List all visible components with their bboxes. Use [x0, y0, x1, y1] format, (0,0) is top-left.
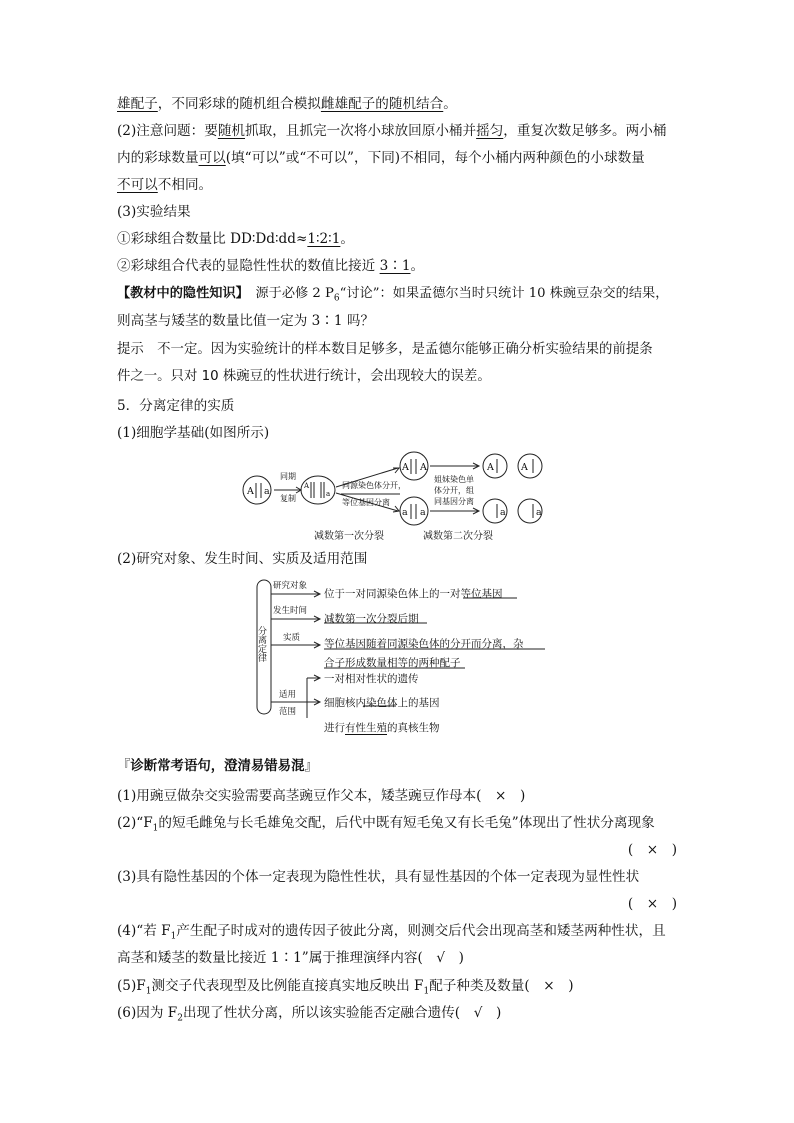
- svg-text:A: A: [402, 462, 409, 473]
- svg-text:范围: 范围: [279, 707, 297, 717]
- svg-text:A: A: [304, 482, 310, 490]
- svg-text:同期: 同期: [280, 472, 296, 481]
- svg-text:同基因分离: 同基因分离: [434, 497, 474, 506]
- svg-text:A: A: [487, 462, 494, 473]
- svg-text:a: a: [500, 507, 506, 518]
- svg-text:合子形成数量相等的两种配子: 合子形成数量相等的两种配子: [324, 657, 461, 669]
- text-line: ②彩球组合代表的显隐性性状的数值比接近 3∶1。: [117, 258, 425, 274]
- svg-text:减数第一次分裂后期: 减数第一次分裂后期: [324, 613, 419, 625]
- question-line: (1)用豌豆做杂交实验需要高茎豌豆作父本，矮茎豌豆作母本( × ): [117, 788, 526, 804]
- answer-text: 1∶2∶1: [307, 231, 341, 247]
- svg-text:发生时间: 发生时间: [273, 606, 308, 616]
- answer-text: 可以: [198, 150, 226, 166]
- svg-text:一对相对性状的遗传: 一对相对性状的遗传: [324, 673, 419, 685]
- answer-text: 摇匀: [476, 123, 504, 139]
- answer-text: 3∶1: [379, 258, 411, 274]
- hint-line: 提示 不一定。因为实验统计的样本数目足够多，是孟德尔能够正确分析实验结果的前提条: [117, 342, 653, 357]
- question-line: (6)因为 $F_2$出现了性状分离，所以该实验能否定融合遗传( √ ): [117, 1005, 502, 1024]
- svg-text:实质: 实质: [283, 633, 301, 643]
- meiosis-diagram: [238, 450, 558, 545]
- section-title: 5．分离定律的实质: [117, 398, 235, 414]
- svg-text:a: a: [326, 490, 331, 498]
- svg-text:同源染色体分开，: 同源染色体分开，: [342, 481, 406, 490]
- svg-text:分离定律: 分离定律: [256, 626, 266, 662]
- answer-mark: ( × ): [627, 842, 677, 858]
- answer-text: 随机: [217, 123, 246, 139]
- svg-text:研究对象: 研究对象: [273, 581, 308, 591]
- svg-text:a: a: [402, 507, 408, 518]
- svg-text:A: A: [247, 486, 254, 497]
- section-heading: 『诊断常考语句，澄清易错易混』: [117, 759, 318, 774]
- answer-text: 雌雄配子的随机结合: [320, 96, 444, 112]
- question-line: $(5)F_1$测交子代表现型及比例能直接真实地反映出 $F_1$配子种类及数量( × ): [117, 978, 574, 997]
- text-line: (3)实验结果: [117, 204, 191, 220]
- separation-law-diagram: [255, 578, 585, 718]
- question-line: 高茎和矮茎的数量比接近 1∶1”属于推理演绎内容( √ ): [117, 950, 464, 966]
- text-line: 不可以不相同。: [117, 177, 213, 193]
- text-line: 【教材中的隐性知识】 源于必修 2 $P_6“$讨论”：如果孟德尔当时只统计 10 株豌豆杂交的结果，: [117, 286, 669, 304]
- law-row: 进行有性生殖的真核生物: [324, 722, 440, 734]
- answer-text: 雄配子: [117, 96, 158, 112]
- hint-line: 件之一。只对 10 株豌豆的性状进行统计，会出现较大的误差。: [117, 369, 491, 384]
- question-line: (3)具有隐性基因的个体一定表现为隐性性状，具有显性基因的个体一定表现为显性性状: [117, 869, 640, 885]
- svg-text:体分开，组: 体分开，组: [434, 486, 474, 495]
- text-line: ①彩球组合数量比 DD∶Dd∶dd≈1∶2∶1。: [117, 231, 354, 247]
- svg-text:等位基因随着同源染色体的分开而分离，杂: 等位基因随着同源染色体的分开而分离，杂: [324, 638, 524, 650]
- svg-text:A: A: [420, 462, 427, 473]
- text-line: 内的彩球数量可以(填“可以”或“不可以”，下同)不相同，每个小桶内两种颜色的小球数量: [117, 150, 645, 166]
- text-line: (2)注意问题：要随机抓取，且抓完一次将小球放回原小桶并摇匀，重复次数足够多。两小桶: [117, 123, 667, 139]
- answer-mark: ( × ): [627, 896, 677, 912]
- svg-text:A: A: [521, 462, 528, 473]
- question-line: $(2)“F_1$的短毛雌兔与长毛雄兔交配，后代中既有短毛兔又有长毛兔”体现出了性状分离现象: [117, 815, 655, 834]
- text-line: 则高茎与矮茎的数量比值一定为 3∶1 吗？: [117, 313, 375, 329]
- answer-text: 不可以: [117, 177, 158, 193]
- svg-text:a: a: [264, 486, 270, 497]
- text-line: (1)细胞学基础(如图所示): [117, 425, 270, 441]
- svg-text:a: a: [420, 507, 426, 518]
- svg-text:细胞核内染色体上的基因: 细胞核内染色体上的基因: [324, 697, 440, 709]
- svg-text:减数第二次分裂: 减数第二次分裂: [423, 531, 493, 542]
- svg-text:复制: 复制: [280, 494, 296, 503]
- text-line: 雄配子，不同彩球的随机组合模拟雌雄配子的随机结合。: [117, 96, 457, 112]
- svg-text:适用: 适用: [279, 690, 297, 700]
- section-label: 【教材中的隐性知识】: [117, 286, 243, 301]
- svg-text:a: a: [536, 507, 542, 518]
- svg-text:位于一对同源染色体上的一对等位基因: 位于一对同源染色体上的一对等位基因: [324, 588, 503, 600]
- svg-text:减数第一次分裂: 减数第一次分裂: [314, 531, 384, 542]
- question-line: (4)“若 $F_1$产生配子时成对的遗传因子彼此分离，则测交后代会出现高茎和矮茎两种性状，且: [117, 923, 666, 942]
- text-line: (2)研究对象、发生时间、实质及适用范围: [117, 551, 368, 567]
- svg-text:姐妹染色单: 姐妹染色单: [434, 475, 474, 484]
- svg-text:等位基因分离: 等位基因分离: [342, 498, 390, 507]
